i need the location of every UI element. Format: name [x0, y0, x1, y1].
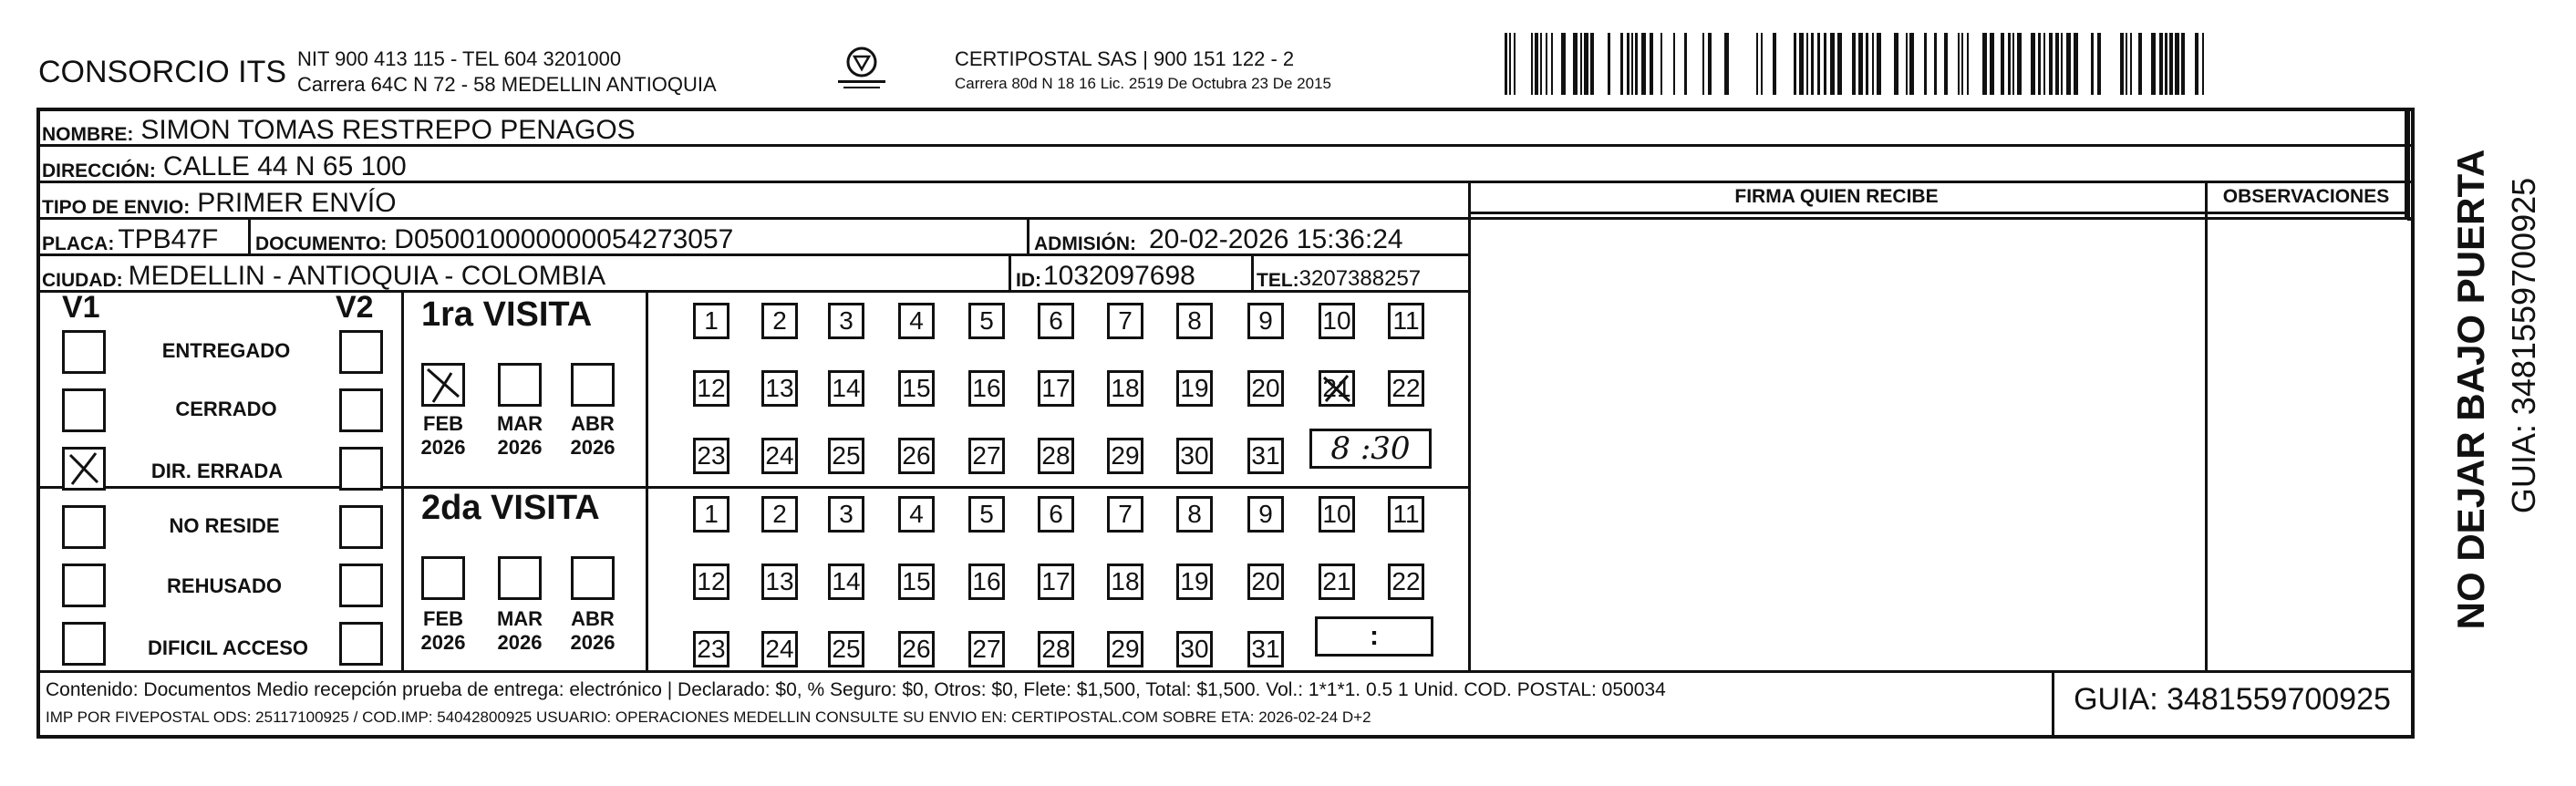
v1-dificil-acceso-checkbox[interactable]	[62, 622, 106, 666]
first-month-feb	[411, 412, 475, 460]
first-day-7[interactable]: 7	[1107, 303, 1143, 339]
second-day-8[interactable]: 8	[1176, 496, 1213, 533]
second-day-25[interactable]: 25	[828, 631, 864, 667]
second-day-17[interactable]: 17	[1038, 564, 1074, 600]
company-info-line1: NIT 900 413 115 - TEL 604 3201000	[297, 47, 622, 70]
barcode-icon	[1505, 33, 2225, 97]
first-day-13[interactable]: 13	[761, 370, 798, 407]
first-day-6[interactable]: 6	[1038, 303, 1074, 339]
first-day-14[interactable]: 14	[828, 370, 864, 407]
second-day-19[interactable]: 19	[1176, 564, 1213, 600]
first-day-9[interactable]: 9	[1247, 303, 1284, 339]
v2-cerrado-checkbox[interactable]	[339, 388, 383, 432]
second-month-mar	[488, 607, 552, 655]
first-day-22[interactable]: 22	[1388, 370, 1424, 407]
second-day-22[interactable]: 22	[1388, 564, 1424, 600]
nombre-label: NOMBRE:	[42, 124, 134, 145]
tel-cell	[1257, 255, 1421, 292]
first-month-abr-box[interactable]	[571, 363, 615, 407]
company-info-line2: Carrera 64C N 72 - 58 MEDELLIN ANTIOQUIA	[297, 73, 717, 96]
first-month-feb-box[interactable]	[421, 363, 465, 407]
admision-value: 20-02-2026 15:36:24	[1149, 224, 1403, 254]
reason-cerrado: CERRADO	[175, 398, 277, 420]
no-dejar-bajo-puerta: NO DEJAR BAJO PUERTA	[2449, 149, 2492, 630]
second-day-13[interactable]: 13	[761, 564, 798, 600]
reason-no-reside: NO RESIDE	[169, 514, 280, 537]
admision-label: ADMISIÓN:	[1034, 233, 1136, 254]
side-guia: GUIA: 3481559700925	[2505, 177, 2542, 514]
second-day-18[interactable]: 18	[1107, 564, 1143, 600]
second-day-30[interactable]: 30	[1176, 631, 1213, 667]
month-year: 2026	[497, 436, 543, 459]
second-month-mar-box[interactable]	[498, 556, 542, 600]
time-separator: :	[1370, 621, 1379, 651]
first-visit-time-box[interactable]	[1309, 429, 1432, 469]
ciudad-label: CIUDAD:	[42, 270, 123, 291]
second-day-9[interactable]: 9	[1247, 496, 1284, 533]
v2-entregado-checkbox[interactable]	[339, 330, 383, 374]
second-day-15[interactable]: 15	[898, 564, 935, 600]
first-day-8[interactable]: 8	[1176, 303, 1213, 339]
second-day-6[interactable]: 6	[1038, 496, 1074, 533]
first-day-19[interactable]: 19	[1176, 370, 1213, 407]
v2-header: V2	[336, 290, 374, 325]
first-month-mar	[488, 412, 552, 460]
check-x-icon	[424, 366, 462, 404]
first-day-3[interactable]: 3	[828, 303, 864, 339]
first-day-5[interactable]: 5	[968, 303, 1005, 339]
v2-dificil-acceso-checkbox[interactable]	[339, 622, 383, 666]
admision-cell	[1034, 219, 1403, 255]
v2-dir-errada-checkbox[interactable]	[339, 447, 383, 491]
first-day-28[interactable]: 28	[1038, 438, 1074, 474]
second-month-abr-box[interactable]	[571, 556, 615, 600]
first-day-24[interactable]: 24	[761, 438, 798, 474]
first-day-2[interactable]: 2	[761, 303, 798, 339]
v1-header: V1	[62, 290, 100, 325]
tel-value: 3207388257	[1298, 266, 1422, 291]
carrier-line2: Carrera 80d N 18 16 Lic. 2519 De Octubra 23 De 2015	[955, 75, 1331, 92]
v1-entregado-checkbox[interactable]	[62, 330, 106, 374]
first-day-20[interactable]: 20	[1247, 370, 1284, 407]
second-day-14[interactable]: 14	[828, 564, 864, 600]
month-name: FEB	[423, 412, 463, 435]
month-year: 2026	[420, 631, 466, 654]
first-day-10[interactable]: 10	[1319, 303, 1355, 339]
first-day-12[interactable]: 12	[693, 370, 729, 407]
second-day-4[interactable]: 4	[898, 496, 935, 533]
first-month-abr	[561, 412, 625, 460]
check-x-icon	[65, 450, 103, 488]
footer-imp: IMP POR FIVEPOSTAL ODS: 25117100925 / COD.IMP: 54042800925 USUARIO: OPERACIONES MEDELLIN CONSULTE SU ENVIO EN: CERTIPOSTAL.COM SOBRE ETA: 2026-02-24 D+2	[46, 708, 1371, 726]
first-day-25[interactable]: 25	[828, 438, 864, 474]
second-day-7[interactable]: 7	[1107, 496, 1143, 533]
carrier-line1: CERTIPOSTAL SAS | 900 151 122 - 2	[955, 47, 1295, 70]
second-visit-title: 2da VISITA	[421, 489, 600, 527]
reason-dir-errada: DIR. ERRADA	[150, 460, 284, 482]
month-year: 2026	[570, 436, 616, 459]
first-day-11[interactable]: 11	[1388, 303, 1424, 339]
first-day-31[interactable]: 31	[1247, 438, 1284, 474]
tipo-value: PRIMER ENVÍO	[197, 188, 397, 218]
second-day-5[interactable]: 5	[968, 496, 1005, 533]
tipo-label: TIPO DE ENVIO:	[42, 197, 191, 218]
check-x-icon	[1319, 370, 1355, 407]
first-day-17[interactable]: 17	[1038, 370, 1074, 407]
second-day-31[interactable]: 31	[1247, 631, 1284, 667]
direccion-label: DIRECCIÓN:	[42, 160, 156, 181]
tipo-row	[36, 182, 1477, 219]
company-name: CONSORCIO ITS	[38, 55, 287, 89]
second-month-feb	[411, 607, 475, 655]
second-day-11[interactable]: 11	[1388, 496, 1424, 533]
month-year: 2026	[570, 631, 616, 654]
footer-contenido: Contenido: Documentos Medio recepción prueba de entrega: electrónico | Declarado: $0, % Seguro: $0, Otros: $0, Flete: $1,500, Total: $1,500. Vol.: 1*1*1. 0.5 1 Unid. COD. POSTAL: 050034	[46, 679, 1666, 700]
direccion-row	[36, 146, 1477, 182]
documento-label: DOCUMENTO:	[255, 233, 388, 254]
logo-icon	[834, 44, 889, 95]
nombre-value: SIMON TOMAS RESTREPO PENAGOS	[140, 115, 636, 145]
id-value: 1032097698	[1043, 261, 1195, 291]
second-day-12[interactable]: 12	[693, 564, 729, 600]
v1-cerrado-checkbox[interactable]	[62, 388, 106, 432]
first-day-29[interactable]: 29	[1107, 438, 1143, 474]
footer-guia: GUIA: 3481559700925	[2074, 682, 2391, 717]
observaciones-header: OBSERVACIONES	[2222, 186, 2390, 207]
direccion-value: CALLE 44 N 65 100	[162, 151, 407, 181]
second-day-21[interactable]: 21	[1319, 564, 1355, 600]
first-day-15[interactable]: 15	[898, 370, 935, 407]
month-year: 2026	[497, 631, 543, 654]
first-day-1[interactable]: 1	[693, 303, 729, 339]
nombre-row	[36, 109, 1477, 146]
first-month-mar-box[interactable]	[498, 363, 542, 407]
month-name: ABR	[571, 607, 615, 630]
documento-value: D050010000000054273057	[394, 224, 734, 254]
reason-dificil-acceso: DIFICIL ACCESO	[147, 636, 308, 659]
v1-rehusado-checkbox[interactable]	[62, 564, 106, 607]
month-name: MAR	[496, 607, 543, 630]
first-day-26[interactable]: 26	[898, 438, 935, 474]
id-label: ID:	[1016, 270, 1041, 291]
second-day-23[interactable]: 23	[693, 631, 729, 667]
tel-label: TEL:	[1257, 270, 1299, 291]
first-day-30[interactable]: 30	[1176, 438, 1213, 474]
first-day-18[interactable]: 18	[1107, 370, 1143, 407]
second-day-27[interactable]: 27	[968, 631, 1005, 667]
first-day-21[interactable]: 21	[1319, 370, 1355, 407]
second-day-3[interactable]: 3	[828, 496, 864, 533]
v2-rehusado-checkbox[interactable]	[339, 564, 383, 607]
first-day-27[interactable]: 27	[968, 438, 1005, 474]
v1-dir-errada-checkbox[interactable]	[62, 447, 106, 491]
second-month-abr	[561, 607, 625, 655]
placa-value: TPB47F	[118, 224, 219, 254]
first-day-4[interactable]: 4	[898, 303, 935, 339]
month-name: ABR	[571, 412, 615, 435]
second-day-2[interactable]: 2	[761, 496, 798, 533]
month-year: 2026	[420, 436, 466, 459]
month-name: MAR	[496, 412, 543, 435]
second-month-feb-box[interactable]	[421, 556, 465, 600]
v1-no-reside-checkbox[interactable]	[62, 505, 106, 549]
placa-label: PLACA:	[42, 233, 115, 254]
first-visit-title: 1ra VISITA	[421, 295, 593, 334]
second-day-1[interactable]: 1	[693, 496, 729, 533]
second-day-16[interactable]: 16	[968, 564, 1005, 600]
second-day-20[interactable]: 20	[1247, 564, 1284, 600]
second-visit-time-box[interactable]	[1315, 616, 1433, 657]
month-name: FEB	[423, 607, 463, 630]
certipostal-logo	[834, 44, 889, 95]
second-day-26[interactable]: 26	[898, 631, 935, 667]
second-day-29[interactable]: 29	[1107, 631, 1143, 667]
reason-rehusado: REHUSADO	[167, 574, 282, 597]
documento-cell	[255, 219, 733, 255]
second-day-24[interactable]: 24	[761, 631, 798, 667]
ciudad-value: MEDELLIN - ANTIOQUIA - COLOMBIA	[128, 261, 606, 291]
second-day-10[interactable]: 10	[1319, 496, 1355, 533]
v2-no-reside-checkbox[interactable]	[339, 505, 383, 549]
id-cell	[1016, 255, 1195, 292]
firma-header: FIRMA QUIEN RECIBE	[1734, 186, 1939, 207]
reason-entregado: ENTREGADO	[161, 339, 291, 362]
handwritten-time: 8 :30	[1330, 430, 1411, 467]
second-day-28[interactable]: 28	[1038, 631, 1074, 667]
first-day-23[interactable]: 23	[693, 438, 729, 474]
first-day-16[interactable]: 16	[968, 370, 1005, 407]
